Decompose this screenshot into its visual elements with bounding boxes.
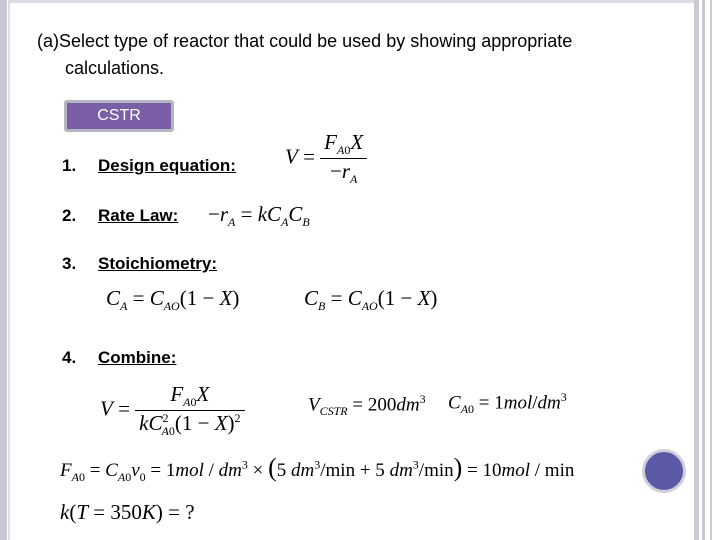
step-label: Stoichiometry: xyxy=(98,254,218,273)
step-number: 1. xyxy=(62,156,77,175)
left-frame-line xyxy=(8,0,10,540)
problem-heading xyxy=(37,28,657,82)
right-frame-bar xyxy=(694,0,699,540)
step-rate-law xyxy=(62,206,178,226)
step-number: 4. xyxy=(62,348,77,367)
slide-decoration-circle xyxy=(642,449,686,493)
combine-equation: V = $\frac{F_{A0}X}{kC^2_{A0}(1 - X)^2}$ xyxy=(100,382,245,439)
right-frame-bar-3 xyxy=(710,0,712,540)
stoich-ca-equation: $C_A = C_{AO}(1 - X)$ xyxy=(106,286,240,314)
step-stoichiometry xyxy=(62,254,217,274)
rate-constant-query: k(T = 350K) = ? xyxy=(60,500,195,524)
cstr-button[interactable]: CSTR xyxy=(64,100,174,132)
top-frame-line xyxy=(10,0,694,3)
design-equation: V = $\frac{F_{A0}X}{-r_A}$ xyxy=(285,130,367,187)
heading-line-2: calculations. xyxy=(65,58,165,78)
rate-law-equation: $-r_A = kC_AC_B$ xyxy=(208,202,310,230)
step-design-equation xyxy=(62,156,236,176)
heading-line-1: (a)Select type of reactor that could be used by showing appropriate xyxy=(37,31,573,51)
step-number: 3. xyxy=(62,254,77,273)
right-frame-bar-2 xyxy=(702,0,705,540)
step-label: Rate Law: xyxy=(98,206,179,225)
left-frame-bar xyxy=(0,0,7,540)
step-number: 2. xyxy=(62,206,77,225)
step-label: Combine: xyxy=(98,348,177,367)
step-label: Design equation: xyxy=(98,156,236,175)
concentration-equation: $C_{A0} = 1mol/dm^3$ xyxy=(448,390,567,417)
step-combine xyxy=(62,348,176,368)
volume-equation: $V_{CSTR} = 200dm^3$ xyxy=(308,392,426,419)
flow-rate-equation: $F_{A0} = C_{A0}v_0 = 1mol / dm^3 \times (5$ $dm^3/\min + 5$ $dm^3/\min) = 10mol / \min$ xyxy=(60,453,575,484)
stoich-cb-equation: $C_B = C_{AO}(1 - X)$ xyxy=(304,286,438,314)
